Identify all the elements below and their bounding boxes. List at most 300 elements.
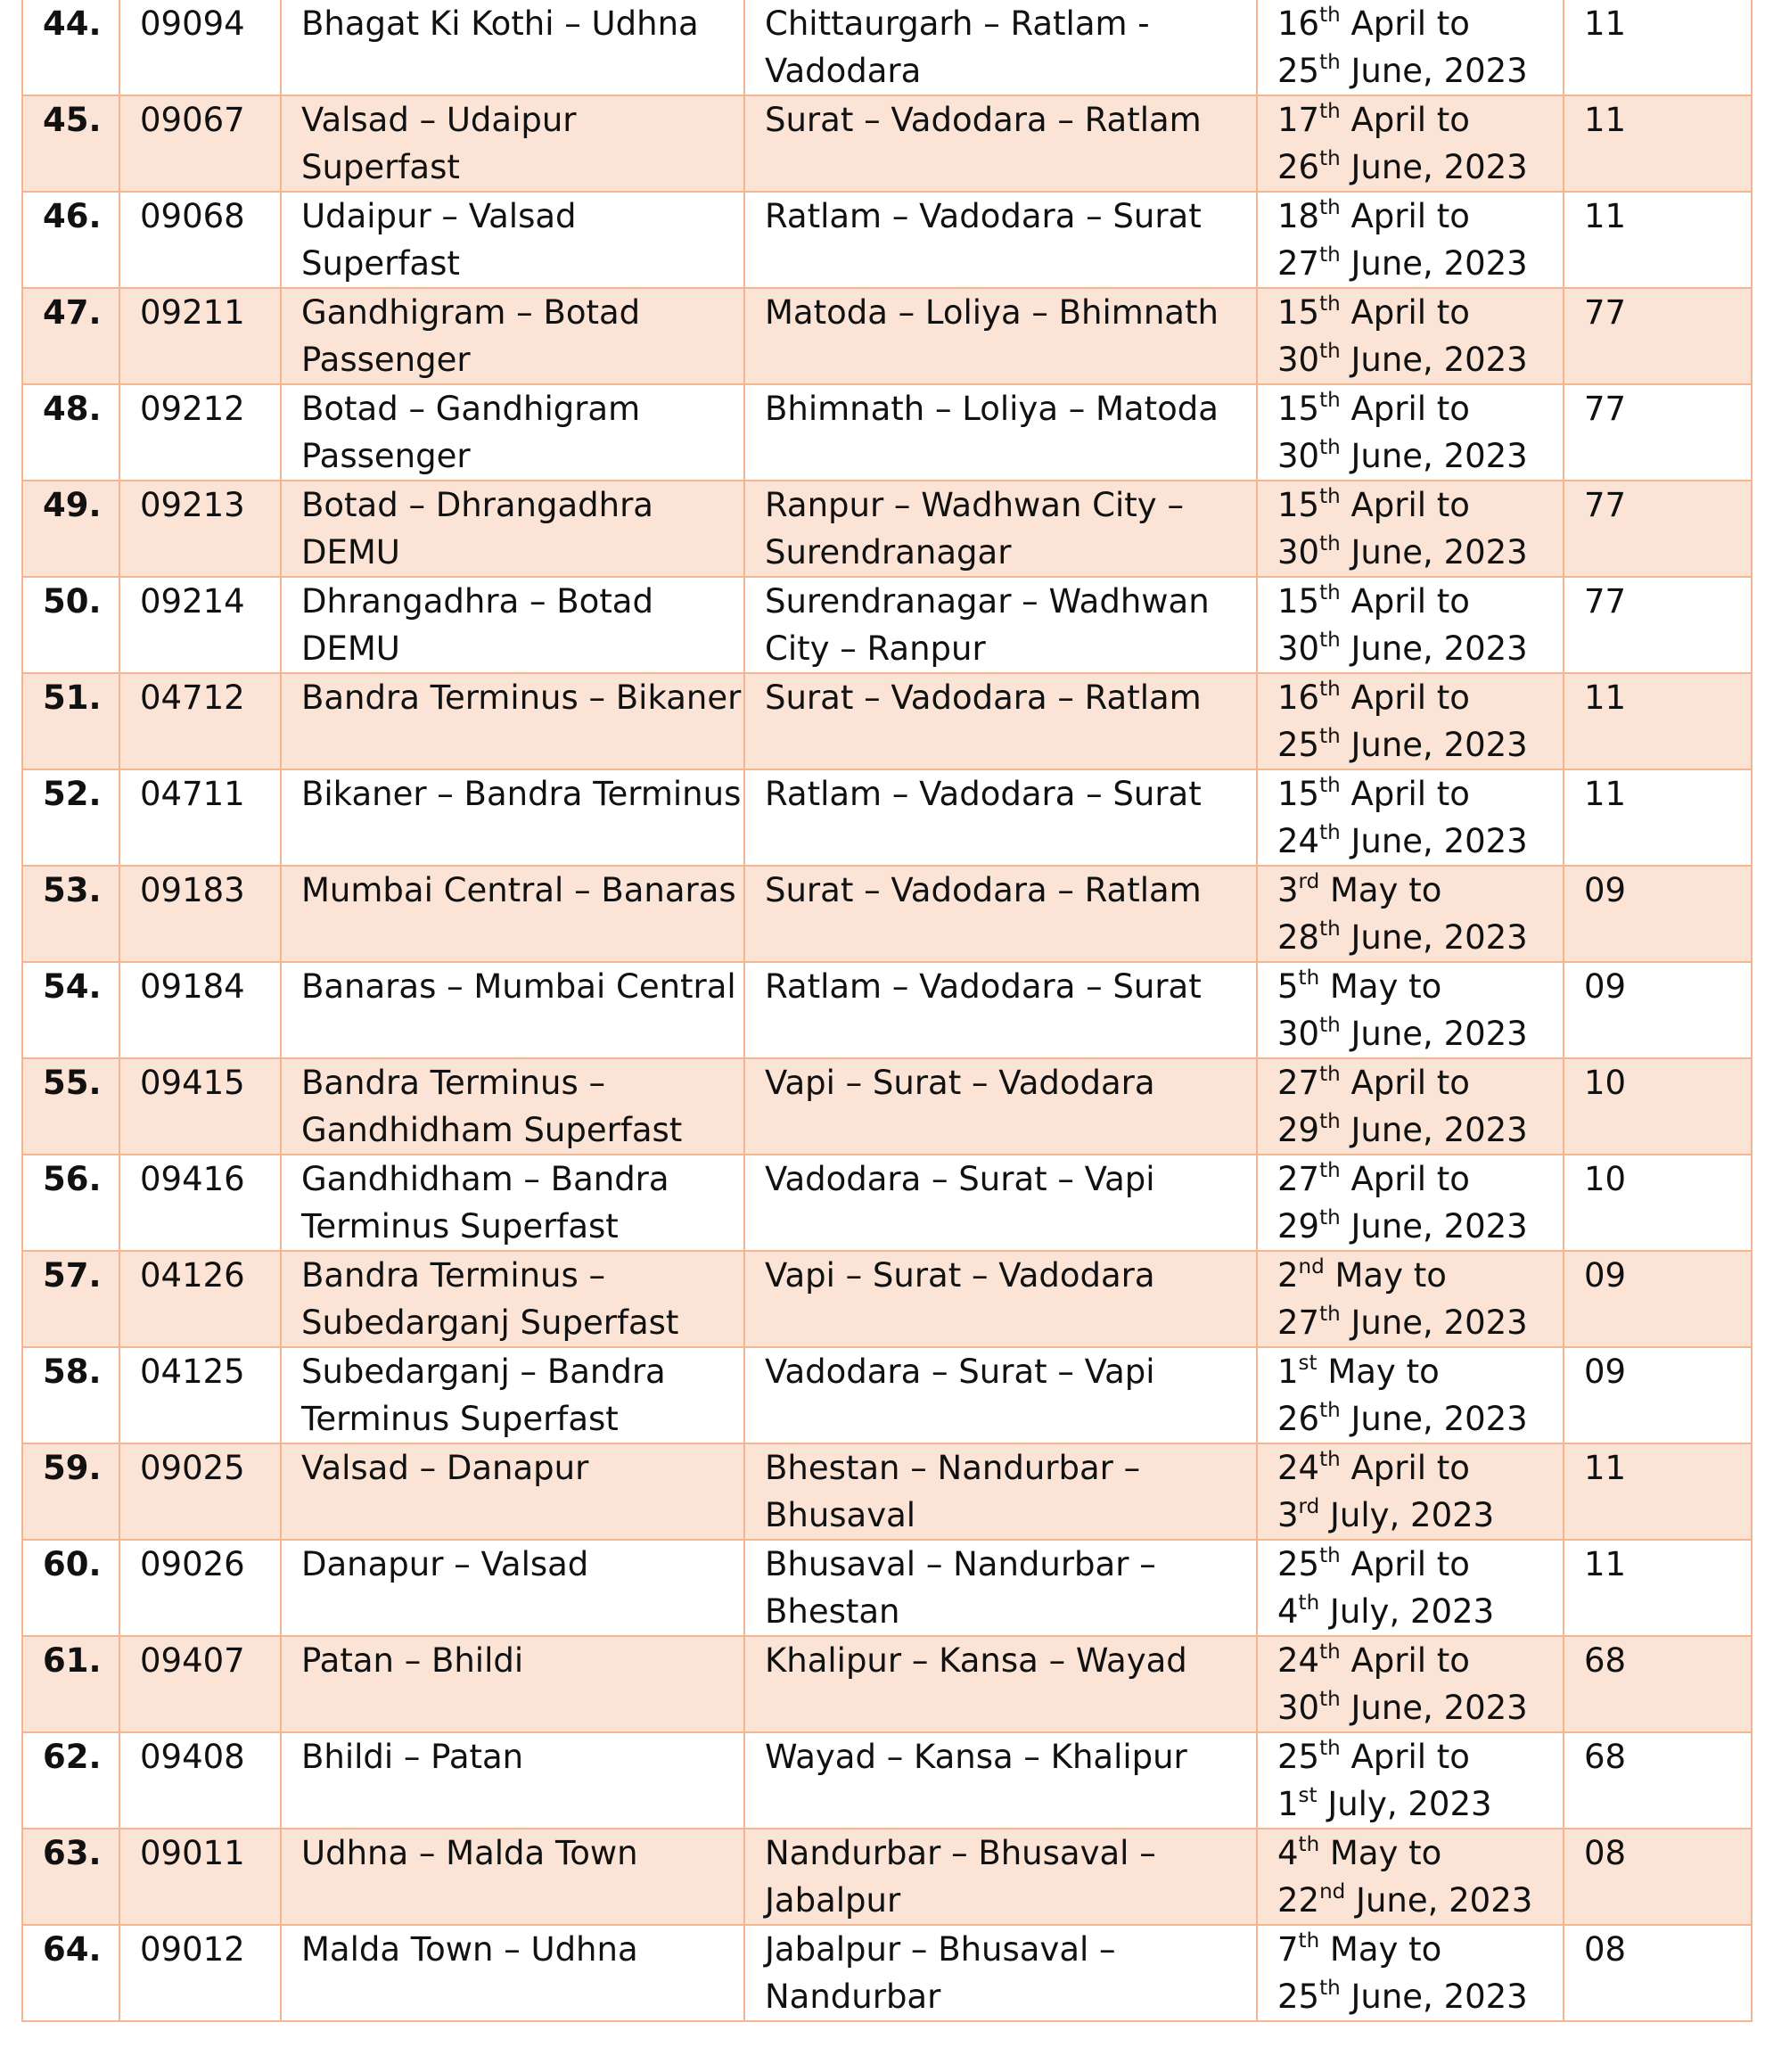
table-row xyxy=(22,866,1752,962)
train-number-cell xyxy=(119,1925,281,2021)
serial-number-cell xyxy=(22,384,119,481)
trips-cell xyxy=(1564,0,1752,95)
to-day: 4 xyxy=(1277,1592,1299,1631)
from-day: 27 xyxy=(1277,1160,1320,1198)
trips-cell xyxy=(1564,1155,1752,1251)
train-name: Malda Town – Udhna xyxy=(301,1930,638,1969)
train-name-cell xyxy=(281,1443,744,1540)
to-day: 30 xyxy=(1277,1689,1320,1727)
route-via: Vapi – Surat – Vadodara xyxy=(765,1256,1155,1295)
validity-period-cell xyxy=(1257,288,1564,384)
train-number: 04712 xyxy=(140,678,245,717)
table-row xyxy=(22,1443,1752,1540)
trip-count: 11 xyxy=(1584,197,1627,235)
from-day-suffix: th xyxy=(1319,388,1341,412)
route-via-cell xyxy=(744,673,1257,769)
trips-cell xyxy=(1564,192,1752,288)
to-month-text: June, 2023 xyxy=(1340,1015,1528,1053)
validity-period-cell xyxy=(1257,577,1564,673)
train-name: Udaipur – Valsad Superfast xyxy=(301,197,577,283)
train-number: 09415 xyxy=(140,1064,245,1102)
train-number: 04125 xyxy=(140,1353,245,1391)
train-number-cell xyxy=(119,866,281,962)
table-row xyxy=(22,288,1752,384)
from-month-text: April to xyxy=(1340,1545,1470,1583)
to-month-text: June, 2023 xyxy=(1340,1111,1528,1149)
serial-number-cell xyxy=(22,866,119,962)
trips-cell xyxy=(1564,1443,1752,1540)
from-day: 15 xyxy=(1277,390,1320,428)
to-month-text: June, 2023 xyxy=(1340,148,1528,186)
to-day-suffix: th xyxy=(1319,339,1341,363)
serial-number: 45. xyxy=(43,101,102,139)
to-day-suffix: st xyxy=(1298,1783,1318,1807)
train-number: 09416 xyxy=(140,1160,245,1198)
from-day: 17 xyxy=(1277,101,1320,139)
trips-cell xyxy=(1564,95,1752,192)
table-row xyxy=(22,1732,1752,1829)
route-via-cell xyxy=(744,962,1257,1058)
from-day-suffix: st xyxy=(1298,1351,1318,1375)
serial-number: 54. xyxy=(43,967,102,1006)
train-name: Patan – Bhildi xyxy=(301,1641,524,1680)
from-month-text: May to xyxy=(1317,1353,1440,1391)
route-via-cell xyxy=(744,0,1257,95)
train-name-cell xyxy=(281,1829,744,1925)
train-name: Botad – Dhrangadhra DEMU xyxy=(301,486,653,571)
to-day-suffix: th xyxy=(1319,50,1341,74)
from-day-suffix: th xyxy=(1319,1062,1341,1086)
from-day: 18 xyxy=(1277,197,1320,235)
train-number: 04711 xyxy=(140,775,245,813)
train-name-cell xyxy=(281,769,744,866)
route-via: Bhestan – Nandurbar – Bhusaval xyxy=(765,1449,1141,1534)
serial-number-cell xyxy=(22,1251,119,1347)
from-day-suffix: th xyxy=(1319,1736,1341,1760)
route-via-cell xyxy=(744,1058,1257,1155)
to-day-suffix: th xyxy=(1319,917,1341,941)
train-name-cell xyxy=(281,673,744,769)
to-month-text: July, 2023 xyxy=(1319,1496,1495,1534)
to-month-text: June, 2023 xyxy=(1345,1881,1533,1920)
trip-count: 11 xyxy=(1584,678,1627,717)
route-via-cell xyxy=(744,1925,1257,2021)
from-month-text: April to xyxy=(1340,486,1470,524)
route-via: Bhusaval – Nandurbar – Bhestan xyxy=(765,1545,1156,1631)
validity-period-cell xyxy=(1257,1058,1564,1155)
train-number-cell xyxy=(119,1540,281,1636)
train-name-cell xyxy=(281,866,744,962)
to-day: 28 xyxy=(1277,918,1320,957)
to-day-suffix: th xyxy=(1319,435,1341,459)
from-day-suffix: th xyxy=(1319,292,1341,316)
from-day-suffix: th xyxy=(1319,1640,1341,1664)
trips-cell xyxy=(1564,577,1752,673)
validity-period-cell xyxy=(1257,1155,1564,1251)
route-via-cell xyxy=(744,1636,1257,1732)
train-number-cell xyxy=(119,288,281,384)
from-day: 24 xyxy=(1277,1641,1320,1680)
train-number-cell xyxy=(119,1347,281,1443)
train-number: 09183 xyxy=(140,871,245,909)
validity-period-cell xyxy=(1257,1540,1564,1636)
trip-count: 77 xyxy=(1584,486,1627,524)
train-number-cell xyxy=(119,1829,281,1925)
to-day-suffix: th xyxy=(1319,146,1341,170)
from-day-suffix: th xyxy=(1319,773,1341,797)
route-via-cell xyxy=(744,1251,1257,1347)
from-day: 16 xyxy=(1277,678,1320,717)
to-month-text: June, 2023 xyxy=(1340,52,1528,90)
to-day: 25 xyxy=(1277,1977,1320,2016)
route-via-cell xyxy=(744,1347,1257,1443)
train-number-cell xyxy=(119,481,281,577)
serial-number: 51. xyxy=(43,678,102,717)
trip-count: 09 xyxy=(1584,1353,1627,1391)
trip-count: 11 xyxy=(1584,101,1627,139)
to-day: 25 xyxy=(1277,52,1320,90)
to-month-text: June, 2023 xyxy=(1340,918,1528,957)
from-day-suffix: th xyxy=(1298,966,1320,990)
trips-cell xyxy=(1564,1347,1752,1443)
trips-cell xyxy=(1564,1636,1752,1732)
validity-period-cell xyxy=(1257,866,1564,962)
train-number: 09407 xyxy=(140,1641,245,1680)
serial-number-cell xyxy=(22,0,119,95)
table-row xyxy=(22,1636,1752,1732)
trips-cell xyxy=(1564,384,1752,481)
from-day-suffix: rd xyxy=(1298,869,1320,893)
to-day: 27 xyxy=(1277,244,1320,283)
to-day: 30 xyxy=(1277,341,1320,379)
to-day-suffix: th xyxy=(1319,1205,1341,1229)
serial-number: 44. xyxy=(43,4,102,43)
trips-cell xyxy=(1564,962,1752,1058)
route-via: Surat – Vadodara – Ratlam xyxy=(765,871,1202,909)
table-row xyxy=(22,1347,1752,1443)
route-via-cell xyxy=(744,95,1257,192)
from-day: 15 xyxy=(1277,486,1320,524)
train-number: 09212 xyxy=(140,390,245,428)
train-number-cell xyxy=(119,673,281,769)
serial-number-cell xyxy=(22,962,119,1058)
train-number: 09184 xyxy=(140,967,245,1006)
train-name: Danapur – Valsad xyxy=(301,1545,589,1583)
from-day-suffix: nd xyxy=(1298,1254,1325,1279)
from-day: 4 xyxy=(1277,1834,1299,1872)
to-day: 26 xyxy=(1277,1400,1320,1438)
trips-cell xyxy=(1564,866,1752,962)
to-day-suffix: th xyxy=(1319,1013,1341,1037)
to-day: 25 xyxy=(1277,726,1320,764)
train-number-cell xyxy=(119,577,281,673)
table-row xyxy=(22,1540,1752,1636)
route-via-cell xyxy=(744,481,1257,577)
to-day: 29 xyxy=(1277,1207,1320,1246)
route-via: Ratlam – Vadodara – Surat xyxy=(765,197,1202,235)
trip-count: 11 xyxy=(1584,4,1627,43)
to-month-text: June, 2023 xyxy=(1340,533,1528,571)
table-row xyxy=(22,0,1752,95)
train-name-cell xyxy=(281,481,744,577)
serial-number: 49. xyxy=(43,486,102,524)
serial-number: 52. xyxy=(43,775,102,813)
from-day-suffix: th xyxy=(1319,1543,1341,1567)
train-number: 09026 xyxy=(140,1545,245,1583)
to-day: 1 xyxy=(1277,1785,1299,1823)
train-number: 09068 xyxy=(140,197,245,235)
from-day-suffix: th xyxy=(1319,1447,1341,1471)
to-month-text: June, 2023 xyxy=(1340,1303,1528,1342)
from-day-suffix: th xyxy=(1319,484,1341,508)
validity-period-cell xyxy=(1257,1347,1564,1443)
table-row xyxy=(22,384,1752,481)
train-number: 09067 xyxy=(140,101,245,139)
to-month-text: June, 2023 xyxy=(1340,1207,1528,1246)
route-via: Ratlam – Vadodara – Surat xyxy=(765,775,1202,813)
table-row xyxy=(22,1155,1752,1251)
from-day: 15 xyxy=(1277,293,1320,332)
table-row xyxy=(22,673,1752,769)
route-via: Vadodara – Surat – Vapi xyxy=(765,1160,1155,1198)
trip-count: 09 xyxy=(1584,871,1627,909)
train-name-cell xyxy=(281,577,744,673)
from-day: 15 xyxy=(1277,775,1320,813)
to-day-suffix: th xyxy=(1319,1687,1341,1711)
from-day: 27 xyxy=(1277,1064,1320,1102)
trip-count: 68 xyxy=(1584,1738,1627,1776)
validity-period-cell xyxy=(1257,1732,1564,1829)
train-name-cell xyxy=(281,192,744,288)
from-day: 1 xyxy=(1277,1353,1299,1391)
from-month-text: April to xyxy=(1340,197,1470,235)
serial-number: 60. xyxy=(43,1545,102,1583)
to-day-suffix: th xyxy=(1319,820,1341,844)
from-month-text: April to xyxy=(1340,1160,1470,1198)
route-via: Chittaurgarh – Ratlam - Vadodara xyxy=(765,4,1150,90)
serial-number: 48. xyxy=(43,390,102,428)
to-day: 30 xyxy=(1277,1015,1320,1053)
from-month-text: April to xyxy=(1340,775,1470,813)
validity-period-cell xyxy=(1257,95,1564,192)
route-via: Khalipur – Kansa – Wayad xyxy=(765,1641,1187,1680)
table-row xyxy=(22,1829,1752,1925)
validity-period-cell xyxy=(1257,1636,1564,1732)
train-number-cell xyxy=(119,1443,281,1540)
trip-count: 68 xyxy=(1584,1641,1627,1680)
train-number-cell xyxy=(119,1155,281,1251)
from-month-text: April to xyxy=(1340,293,1470,332)
route-via: Wayad – Kansa – Khalipur xyxy=(765,1738,1187,1776)
to-month-text: June, 2023 xyxy=(1340,726,1528,764)
table-row xyxy=(22,192,1752,288)
from-day: 16 xyxy=(1277,4,1320,43)
train-number-cell xyxy=(119,384,281,481)
from-month-text: April to xyxy=(1340,1449,1470,1487)
to-month-text: June, 2023 xyxy=(1340,629,1528,668)
train-number: 09011 xyxy=(140,1834,245,1872)
validity-period-cell xyxy=(1257,384,1564,481)
from-day-suffix: th xyxy=(1319,99,1341,123)
train-number: 09094 xyxy=(140,4,245,43)
serial-number-cell xyxy=(22,1443,119,1540)
from-day: 24 xyxy=(1277,1449,1320,1487)
to-day-suffix: th xyxy=(1319,1976,1341,2000)
to-day-suffix: th xyxy=(1319,531,1341,555)
to-day: 29 xyxy=(1277,1111,1320,1149)
train-name: Bikaner – Bandra Terminus xyxy=(301,775,742,813)
trips-cell xyxy=(1564,1732,1752,1829)
to-month-text: June, 2023 xyxy=(1340,1977,1528,2016)
train-name: Mumbai Central – Banaras xyxy=(301,871,736,909)
train-number-cell xyxy=(119,1636,281,1732)
validity-period-cell xyxy=(1257,1925,1564,2021)
trip-count: 11 xyxy=(1584,1449,1627,1487)
serial-number-cell xyxy=(22,1540,119,1636)
train-name-cell xyxy=(281,0,744,95)
to-day: 27 xyxy=(1277,1303,1320,1342)
train-name-cell xyxy=(281,1251,744,1347)
route-via: Matoda – Loliya – Bhimnath xyxy=(765,293,1219,332)
to-day-suffix: th xyxy=(1319,1302,1341,1326)
from-month-text: April to xyxy=(1340,4,1470,43)
train-number: 09213 xyxy=(140,486,245,524)
from-month-text: April to xyxy=(1340,678,1470,717)
to-day: 3 xyxy=(1277,1496,1299,1534)
serial-number: 63. xyxy=(43,1834,102,1872)
serial-number: 64. xyxy=(43,1930,102,1969)
train-name: Banaras – Mumbai Central xyxy=(301,967,736,1006)
train-name-cell xyxy=(281,1540,744,1636)
train-name-cell xyxy=(281,1732,744,1829)
validity-period-cell xyxy=(1257,962,1564,1058)
train-name: Valsad – Udaipur Superfast xyxy=(301,101,577,186)
from-day-suffix: th xyxy=(1298,1832,1320,1856)
serial-number-cell xyxy=(22,192,119,288)
serial-number-cell xyxy=(22,1636,119,1732)
route-via-cell xyxy=(744,384,1257,481)
route-via-cell xyxy=(744,769,1257,866)
route-via-cell xyxy=(744,288,1257,384)
to-month-text: June, 2023 xyxy=(1340,341,1528,379)
from-month-text: April to xyxy=(1340,582,1470,621)
train-number: 09211 xyxy=(140,293,245,332)
train-number-cell xyxy=(119,962,281,1058)
route-via-cell xyxy=(744,866,1257,962)
serial-number-cell xyxy=(22,288,119,384)
train-name: Bandra Terminus – Subedarganj Superfast xyxy=(301,1256,679,1342)
serial-number-cell xyxy=(22,1155,119,1251)
to-day-suffix: rd xyxy=(1298,1494,1320,1518)
serial-number: 57. xyxy=(43,1256,102,1295)
serial-number-cell xyxy=(22,1829,119,1925)
from-day-suffix: th xyxy=(1319,580,1341,604)
trip-count: 11 xyxy=(1584,775,1627,813)
to-day: 24 xyxy=(1277,822,1320,860)
serial-number: 53. xyxy=(43,871,102,909)
train-name: Bandra Terminus – Gandhidham Superfast xyxy=(301,1064,683,1149)
validity-period-cell xyxy=(1257,192,1564,288)
from-day: 3 xyxy=(1277,871,1299,909)
to-month-text: July, 2023 xyxy=(1317,1785,1492,1823)
trips-cell xyxy=(1564,1540,1752,1636)
from-day-suffix: th xyxy=(1298,1928,1320,1953)
to-day: 22 xyxy=(1277,1881,1320,1920)
serial-number-cell xyxy=(22,1058,119,1155)
route-via: Vadodara – Surat – Vapi xyxy=(765,1353,1155,1391)
serial-number: 46. xyxy=(43,197,102,235)
route-via-cell xyxy=(744,1829,1257,1925)
table-row xyxy=(22,769,1752,866)
train-number: 09012 xyxy=(140,1930,245,1969)
train-name: Valsad – Danapur xyxy=(301,1449,589,1487)
train-name-cell xyxy=(281,288,744,384)
train-number: 09025 xyxy=(140,1449,245,1487)
from-month-text: April to xyxy=(1340,1641,1470,1680)
route-via: Surendranagar – Wadhwan City – Ranpur xyxy=(765,582,1210,668)
to-day: 26 xyxy=(1277,148,1320,186)
from-day: 5 xyxy=(1277,967,1299,1006)
serial-number: 47. xyxy=(43,293,102,332)
route-via-cell xyxy=(744,1540,1257,1636)
route-via-cell xyxy=(744,1443,1257,1540)
to-month-text: June, 2023 xyxy=(1340,244,1528,283)
route-via-cell xyxy=(744,577,1257,673)
trip-count: 10 xyxy=(1584,1064,1627,1102)
trips-cell xyxy=(1564,288,1752,384)
to-day: 30 xyxy=(1277,533,1320,571)
from-month-text: April to xyxy=(1340,1064,1470,1102)
train-number: 04126 xyxy=(140,1256,245,1295)
train-schedule-table xyxy=(21,0,1753,2022)
validity-period-cell xyxy=(1257,1443,1564,1540)
serial-number-cell xyxy=(22,95,119,192)
serial-number-cell xyxy=(22,673,119,769)
from-day-suffix: th xyxy=(1319,1158,1341,1182)
trips-cell xyxy=(1564,1058,1752,1155)
from-month-text: May to xyxy=(1319,1834,1442,1872)
from-day-suffix: th xyxy=(1319,195,1341,219)
trip-count: 08 xyxy=(1584,1930,1627,1969)
serial-number: 50. xyxy=(43,582,102,621)
to-day-suffix: th xyxy=(1298,1591,1320,1615)
table-row xyxy=(22,481,1752,577)
from-day-suffix: th xyxy=(1319,3,1341,27)
trips-cell xyxy=(1564,1829,1752,1925)
trips-cell xyxy=(1564,1925,1752,2021)
serial-number: 55. xyxy=(43,1064,102,1102)
to-day-suffix: th xyxy=(1319,243,1341,267)
route-via: Ratlam – Vadodara – Surat xyxy=(765,967,1202,1006)
train-name: Gandhigram – Botad Passenger xyxy=(301,293,641,379)
trip-count: 77 xyxy=(1584,293,1627,332)
serial-number-cell xyxy=(22,1925,119,2021)
train-number-cell xyxy=(119,0,281,95)
to-month-text: June, 2023 xyxy=(1340,437,1528,475)
from-day-suffix: th xyxy=(1319,677,1341,701)
train-number-cell xyxy=(119,1732,281,1829)
to-day-suffix: th xyxy=(1319,1109,1341,1133)
train-number: 09408 xyxy=(140,1738,245,1776)
serial-number-cell xyxy=(22,1347,119,1443)
train-name-cell xyxy=(281,1925,744,2021)
route-via: Bhimnath – Loliya – Matoda xyxy=(765,390,1219,428)
trip-count: 09 xyxy=(1584,1256,1627,1295)
table-row xyxy=(22,962,1752,1058)
train-name: Bhagat Ki Kothi – Udhna xyxy=(301,4,699,43)
train-name-cell xyxy=(281,384,744,481)
trips-cell xyxy=(1564,769,1752,866)
